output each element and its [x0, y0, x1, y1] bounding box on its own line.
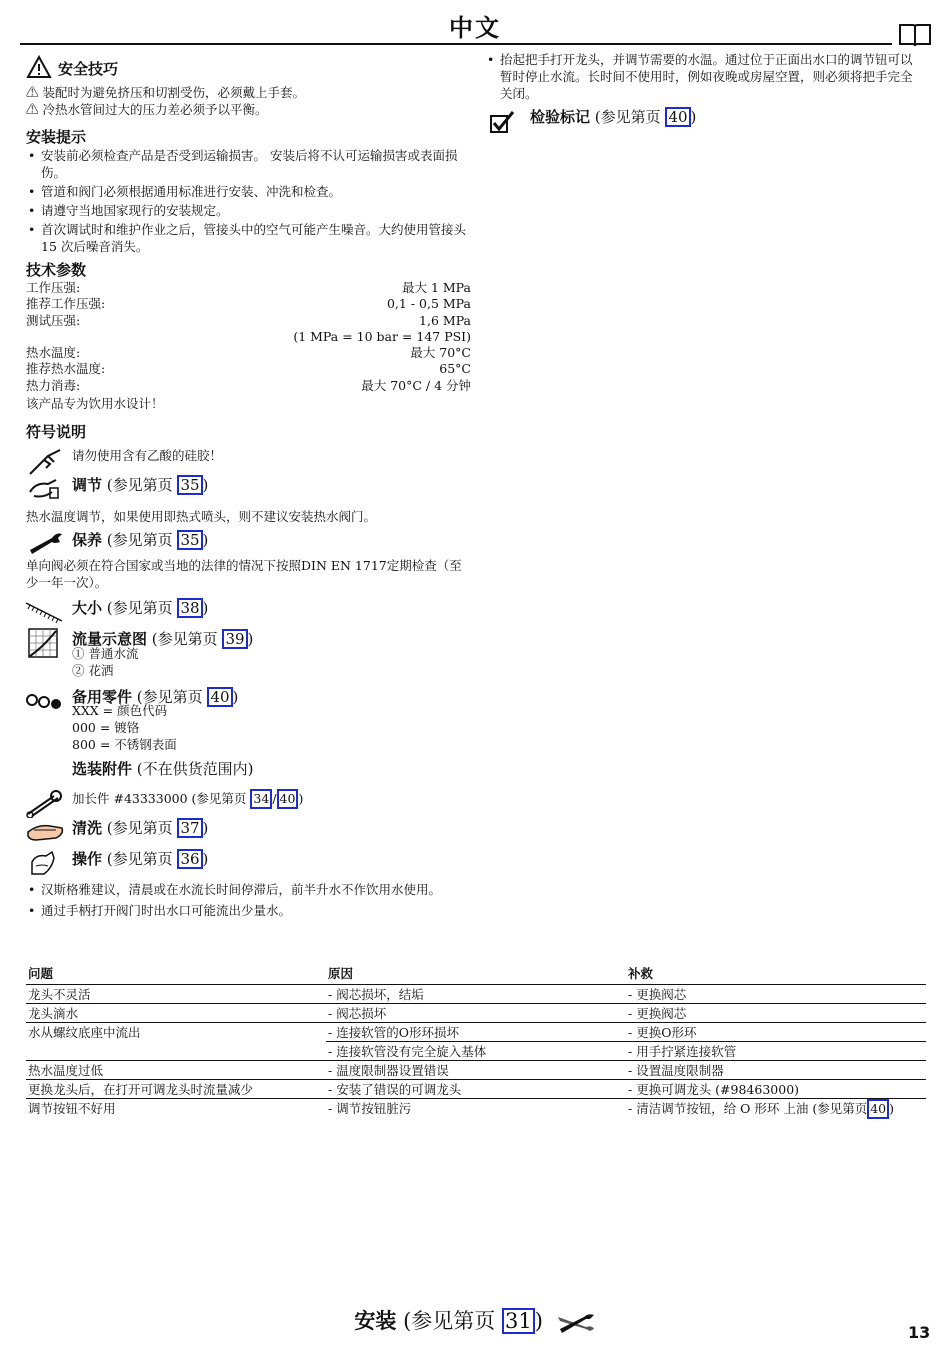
tech-label: 工作压强:: [26, 280, 81, 295]
silicone-note: 请勿使用含有乙酸的硅胶！: [72, 448, 223, 463]
spare-legend-item: 000 = 镀铬: [72, 720, 140, 735]
remedy-cell: - 用手拧紧连接软管: [626, 1042, 926, 1061]
cause-cell: - 安装了错误的可调龙头: [326, 1080, 626, 1099]
problem-cell: 热水温度过低: [26, 1061, 326, 1080]
tech-value: 0,1 - 0,5 MPa: [386, 296, 471, 312]
remedy-cell: - 更换O形环: [626, 1023, 926, 1042]
flow-legend-item: ① 普通水流: [72, 646, 139, 661]
tech-value: 最大 70°C / 4 分钟: [361, 377, 471, 393]
remedy-cell: - 更换阀芯: [626, 1004, 926, 1023]
see-page-text: (参见第页: [106, 819, 173, 837]
flow-legend-item: ② 花洒: [72, 663, 114, 678]
tools-icon: [556, 1311, 596, 1335]
adjust-desc: 热水温度调节，如果使用即热式喷头，则不建议安装热水阀门。: [26, 509, 377, 524]
tech-row: [26, 361, 471, 377]
list-item: • 汉斯格雅建议，清晨或在水流长时间停滞后，前半升水不作饮用水使用。: [26, 881, 466, 898]
troubleshooting-table: [26, 962, 926, 1119]
optional-heading: [72, 758, 254, 779]
warning-icon: [26, 55, 52, 79]
safety-title: 安全技巧: [58, 60, 119, 78]
extension-line: [72, 789, 303, 809]
list-item: • 首次调试时和维护作业之后，管接头中的空气可能产生噪音。大约使用管接头 15 次后噪音消失。: [26, 221, 466, 255]
title-rule: [20, 43, 892, 45]
extension-text: 加长件 #43333000 (参见第页: [72, 791, 247, 806]
table-row: [26, 1004, 926, 1023]
spare-parts-icon: [24, 688, 64, 718]
safety-item: ⚠ 冷热水管间过大的压力差必须予以平衡。: [26, 102, 268, 117]
close-paren: ): [202, 476, 209, 494]
book-icon: [898, 22, 932, 48]
spare-legend-item: 800 = 不锈钢表面: [72, 737, 177, 752]
footer-install: [0, 1305, 950, 1335]
page-ref-link[interactable]: 35: [177, 530, 202, 550]
page-ref-link[interactable]: 37: [177, 818, 202, 838]
problem-cell: 更换龙头后，在打开可调龙头时流量减少: [26, 1080, 326, 1099]
adjust-hand-icon: [26, 472, 66, 502]
list-item: • 抬起把手打开龙头，并调节需要的水温。通过位于正面出水口的调节钮可以暂时停止水流。长时间不使用时，例如夜晚或房屋空置，则必须将把手完全关闭。: [485, 51, 920, 102]
tech-row: [26, 345, 471, 361]
table-row: [26, 1042, 926, 1061]
close-paren: ): [690, 108, 697, 126]
checkbox-checked-icon: [489, 110, 515, 134]
tech-row: [26, 329, 471, 345]
tech-value: 最大 1 MPa: [401, 280, 471, 295]
close-paren: ): [298, 791, 304, 806]
page-ref-link[interactable]: 36: [177, 849, 202, 869]
see-page-text: (参见第页: [106, 476, 173, 494]
close-paren: ): [247, 630, 254, 648]
page-ref-link[interactable]: 40: [207, 687, 232, 707]
adjust-heading: [72, 474, 208, 495]
see-page-text: (参见第页: [136, 688, 203, 706]
close-paren: ): [202, 531, 209, 549]
cleaning-heading: [72, 817, 208, 838]
remedy-cell: - 更换阀芯: [626, 985, 926, 1004]
extension-wrench-icon: [24, 788, 64, 818]
operation-bullets: [26, 881, 466, 919]
list-item: • 通过手柄打开阀门时出水口可能流出少量水。: [26, 902, 466, 919]
page-ref-link[interactable]: 35: [177, 475, 202, 495]
test-mark-heading: [530, 106, 696, 127]
see-page-text: (参见第页: [106, 531, 173, 549]
ruler-icon: [24, 597, 64, 627]
list-item: • 请遵守当地国家现行的安装规定。: [26, 202, 466, 219]
column-header: 问题: [26, 962, 326, 985]
footer-title: 安装: [354, 1308, 397, 1333]
list-item: • 安装前必须检查产品是否受到运输损害。 安装后将不认可运输损害或表面损伤。: [26, 147, 466, 181]
flow-legend: [72, 645, 138, 679]
table-row: [26, 1061, 926, 1080]
cause-cell: - 阀芯损坏，结垢: [326, 985, 626, 1004]
problem-cell: [26, 1042, 326, 1061]
table-row: [26, 1023, 926, 1042]
right-col: [485, 51, 920, 102]
spare-legend-item: XXX = 颜色代码: [72, 703, 168, 718]
problem-cell: 水从螺纹底座中流出: [28, 1025, 141, 1040]
page-ref-link[interactable]: 40: [277, 789, 299, 809]
see-page-text: (参见第页: [106, 599, 173, 617]
spare-legend: [72, 702, 177, 753]
optional-title: 选装附件: [72, 760, 133, 778]
tech-label: 热力消毒:: [26, 377, 81, 393]
page-ref-link[interactable]: 40: [665, 107, 690, 127]
remedy-cell: - 设置温度限制器: [626, 1061, 926, 1080]
page-ref-link[interactable]: 31: [502, 1308, 535, 1334]
operation-heading: [72, 848, 208, 869]
tech-table: [26, 280, 471, 412]
cleaning-hand-icon: [26, 816, 66, 846]
cause-cell: - 连接软管没有完全旋入基体: [326, 1042, 626, 1061]
tech-value: (1 MPa = 10 bar = 147 PSI): [293, 328, 471, 344]
maintenance-desc: 单向阀必须在符合国家或当地的法律的情况下按照DIN EN 1717定期检查（至少一年一次）。: [26, 558, 462, 590]
cause-cell: - 温度限制器设置错误: [326, 1061, 626, 1080]
tech-title: 技术参数: [26, 261, 87, 279]
maintenance-heading: [72, 529, 208, 550]
column-header: 补救: [626, 962, 926, 985]
table-row: [26, 1099, 926, 1120]
safety-item: ⚠ 装配时为避免挤压和切割受伤，必须戴上手套。: [26, 85, 305, 100]
column-header: 原因: [326, 962, 626, 985]
install-tips-list: [26, 147, 466, 255]
remedy-cell: - 更换可调龙头 (#98463000): [626, 1080, 926, 1099]
operation-hand-icon: [26, 848, 66, 878]
see-page-text: (参见第页: [403, 1309, 496, 1333]
tech-value: 最大 70°C: [410, 345, 471, 361]
flow-chart-icon: [28, 628, 58, 658]
size-heading: [72, 597, 208, 618]
problem-cell: 龙头不灵活: [26, 985, 326, 1004]
tech-row: [26, 313, 471, 329]
tech-row: [26, 378, 471, 394]
tech-value: 65°C: [439, 361, 471, 377]
cause-cell: - 连接软管的O形环损坏: [326, 1023, 626, 1042]
size-title: 大小: [72, 599, 103, 617]
operation-title: 操作: [72, 850, 103, 868]
tech-row: [26, 280, 471, 296]
flow-title: 流量示意图: [72, 630, 148, 648]
remedy-cell: [626, 1099, 926, 1120]
tech-label: 推荐工作压强:: [26, 296, 106, 312]
problem-cell: 龙头滴水: [26, 1004, 326, 1023]
table-row: [26, 1080, 926, 1099]
tech-row: [26, 296, 471, 312]
page-ref-link[interactable]: 39: [222, 629, 247, 649]
safety-list: [26, 84, 471, 118]
tech-label: 推荐热水温度:: [26, 361, 106, 377]
list-item: • 管道和阀门必须根据通用标准进行安装、冲洗和检查。: [26, 183, 466, 200]
tech-label: 测试压强:: [26, 312, 81, 328]
symbols-title: 符号说明: [26, 423, 87, 441]
table-header-row: [26, 962, 926, 985]
optional-note: (不在供货范围内): [136, 760, 254, 778]
test-mark-title: 检验标记: [530, 108, 591, 126]
maintenance-title: 保养: [72, 531, 103, 549]
install-tips-title: 安装提示: [26, 128, 87, 146]
cause-cell: - 调节按钮脏污: [328, 1101, 412, 1116]
close-paren: ): [232, 688, 239, 706]
tech-note: 该产品专为饮用水设计！: [26, 396, 164, 412]
see-page-text: (参见第页: [151, 630, 218, 648]
cause-cell: - 阀芯损坏: [326, 1004, 626, 1023]
wrench-icon: [26, 528, 66, 558]
separator: /: [272, 791, 277, 806]
page-title: 中文: [449, 13, 501, 42]
close-paren: ): [202, 819, 209, 837]
cleaning-title: 清洗: [72, 819, 103, 837]
adjust-title: 调节: [72, 476, 103, 494]
remedy-text: - 清洁调节按钮，给 O 形环 上油 (参见第页: [628, 1101, 868, 1116]
page-ref-link[interactable]: 34: [250, 789, 272, 809]
tech-value: 1,6 MPa: [419, 312, 471, 328]
close-paren: ): [534, 1309, 543, 1333]
spare-title: 备用零件: [72, 688, 133, 706]
see-page-text: (参见第页: [106, 850, 173, 868]
problem-cell: 调节按钮不好用: [28, 1101, 116, 1116]
close-paren: ): [202, 850, 209, 868]
close-paren: ): [202, 599, 209, 617]
see-page-text: (参见第页: [594, 108, 661, 126]
page-ref-link[interactable]: 40: [867, 1099, 889, 1119]
table-row: [26, 985, 926, 1004]
close-paren: ): [889, 1101, 895, 1116]
tech-label: 热水温度:: [26, 345, 81, 361]
page-ref-link[interactable]: 38: [177, 598, 202, 618]
page-number: 13: [908, 1323, 931, 1342]
